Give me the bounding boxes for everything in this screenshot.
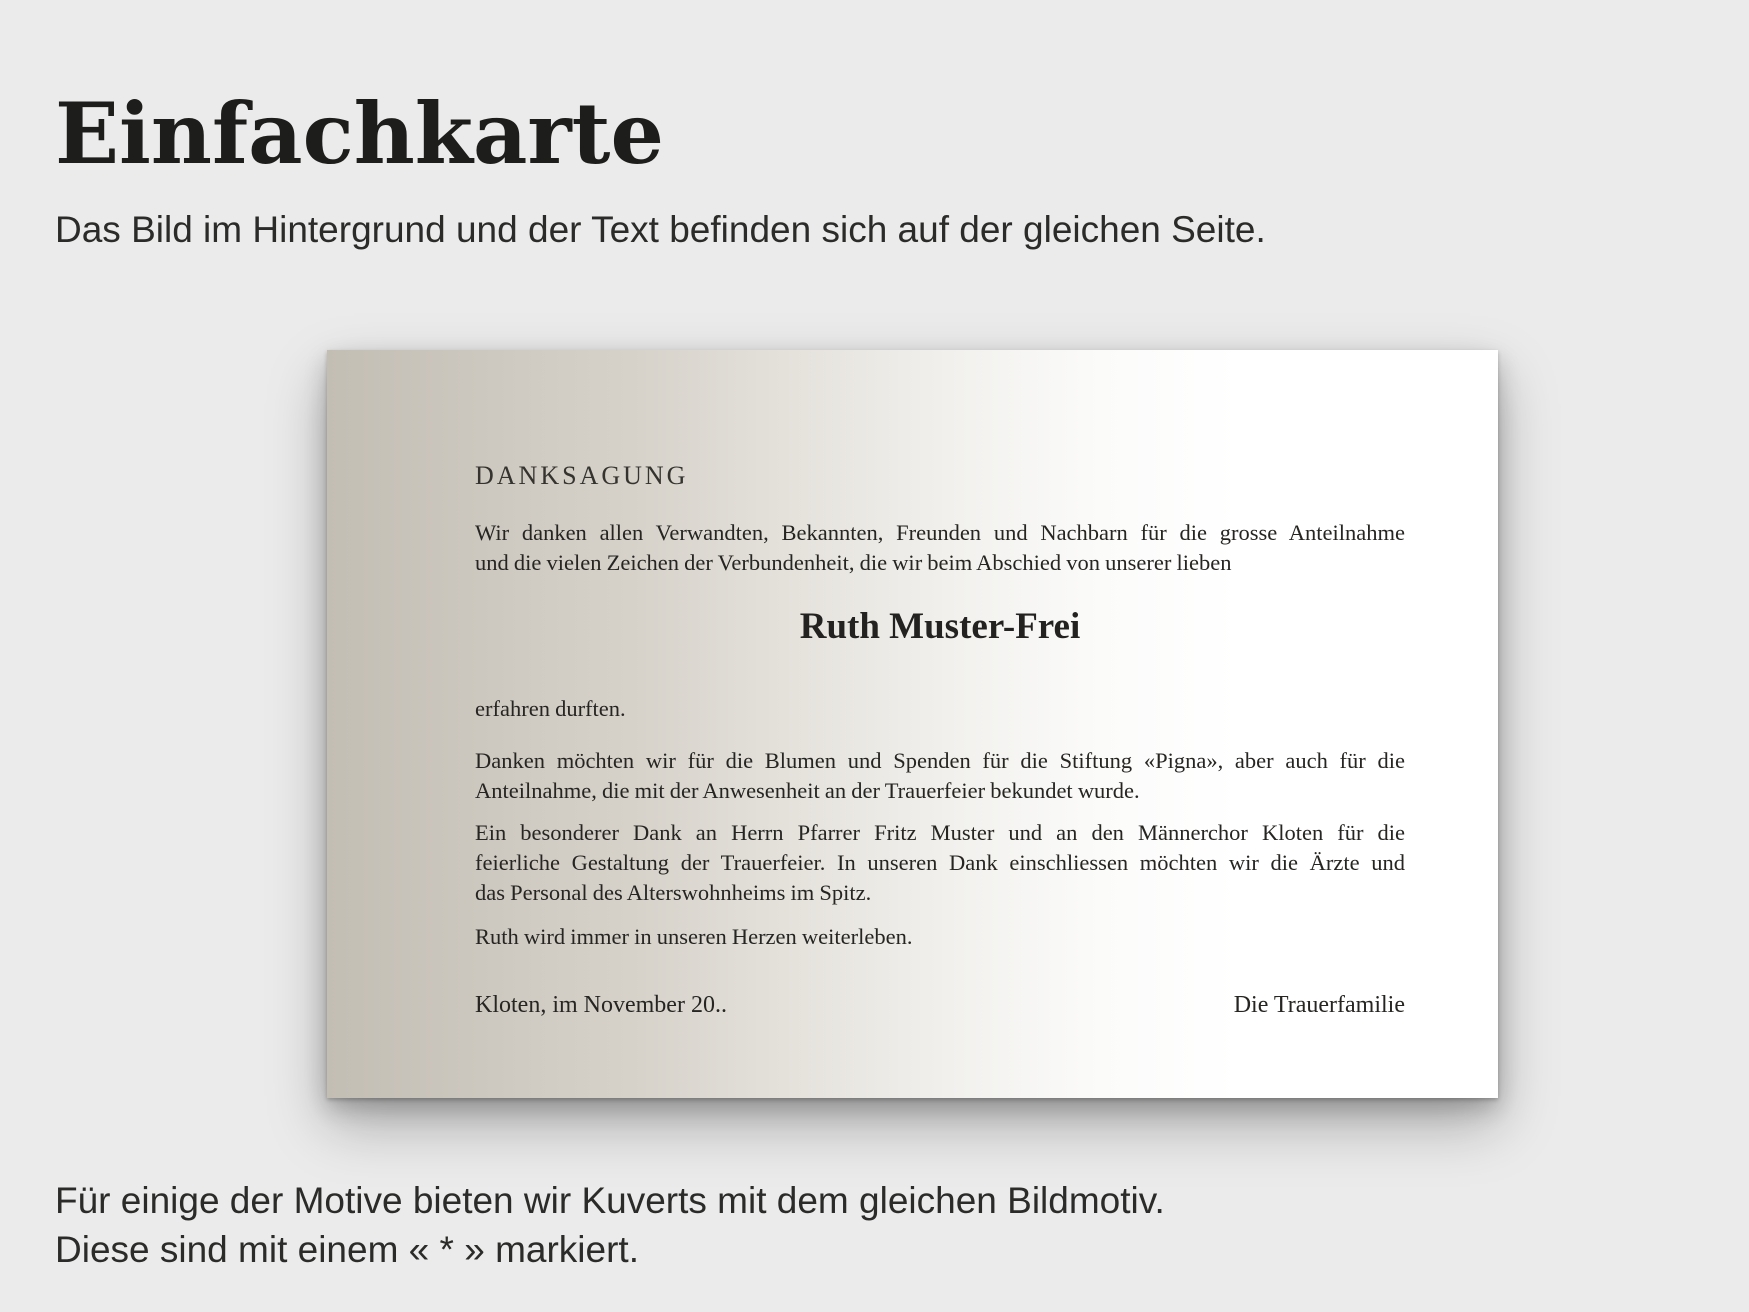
card-content [475, 350, 1405, 1098]
card-text-line: das Personal des Alterswohnheims im Spitz. [475, 880, 872, 905]
card-body [475, 460, 1405, 952]
card-paragraph [475, 746, 1405, 806]
card-text-line: Ruth wird immer in unseren Herzen weiterleben. [475, 924, 913, 949]
page-footer [55, 1176, 1165, 1274]
card-place-date: Kloten, im November 20.. [475, 992, 727, 1018]
card-text-line: Anteilnahme, die mit der Anwesenheit an der Trauerfeier bekundet wurde. [475, 778, 1140, 803]
card-paragraph [475, 818, 1405, 908]
card-text-line: feierliche Gestaltung der Trauerfeier. In unseren Dank einschliessen möchten wir die Ärzte und [475, 850, 1405, 875]
deceased-name: Ruth Muster-Frei [799, 606, 1081, 647]
card-text-line: und die vielen Zeichen der Verbundenheit, die wir beim Abschied von unserer lieben [475, 550, 1232, 575]
card-paragraph [475, 518, 1405, 578]
card-text-line: erfahren durften. [475, 696, 626, 721]
page-footer-line2: Diese sind mit einem « * » markiert. [55, 1229, 639, 1270]
card-footer [475, 990, 1405, 1020]
card-text-line: Wir danken allen Verwandten, Bekannten, Freunden und Nachbarn für die grosse Anteilnahme [475, 520, 1405, 545]
page-footer-line1: Für einige der Motive bieten wir Kuverts mit dem gleichen Bildmotiv. [55, 1180, 1165, 1221]
card-heading: DANKSAGUNG [475, 461, 689, 490]
card-text-line: Ein besonderer Dank an Herrn Pfarrer Fritz Muster und an den Männerchor Kloten für die [475, 820, 1405, 845]
page-title: Einfachkarte [55, 84, 664, 184]
memorial-card-preview [327, 350, 1498, 1098]
card-text-line: Danken möchten wir für die Blumen und Spenden für die Stiftung «Pigna», aber auch für die [475, 748, 1405, 773]
card-signature: Die Trauerfamilie [1233, 992, 1405, 1018]
card-paragraph [475, 922, 1405, 952]
card-paragraph [475, 694, 1405, 724]
page-subtitle: Das Bild im Hintergrund und der Text befinden sich auf der gleichen Seite. [55, 209, 1266, 250]
